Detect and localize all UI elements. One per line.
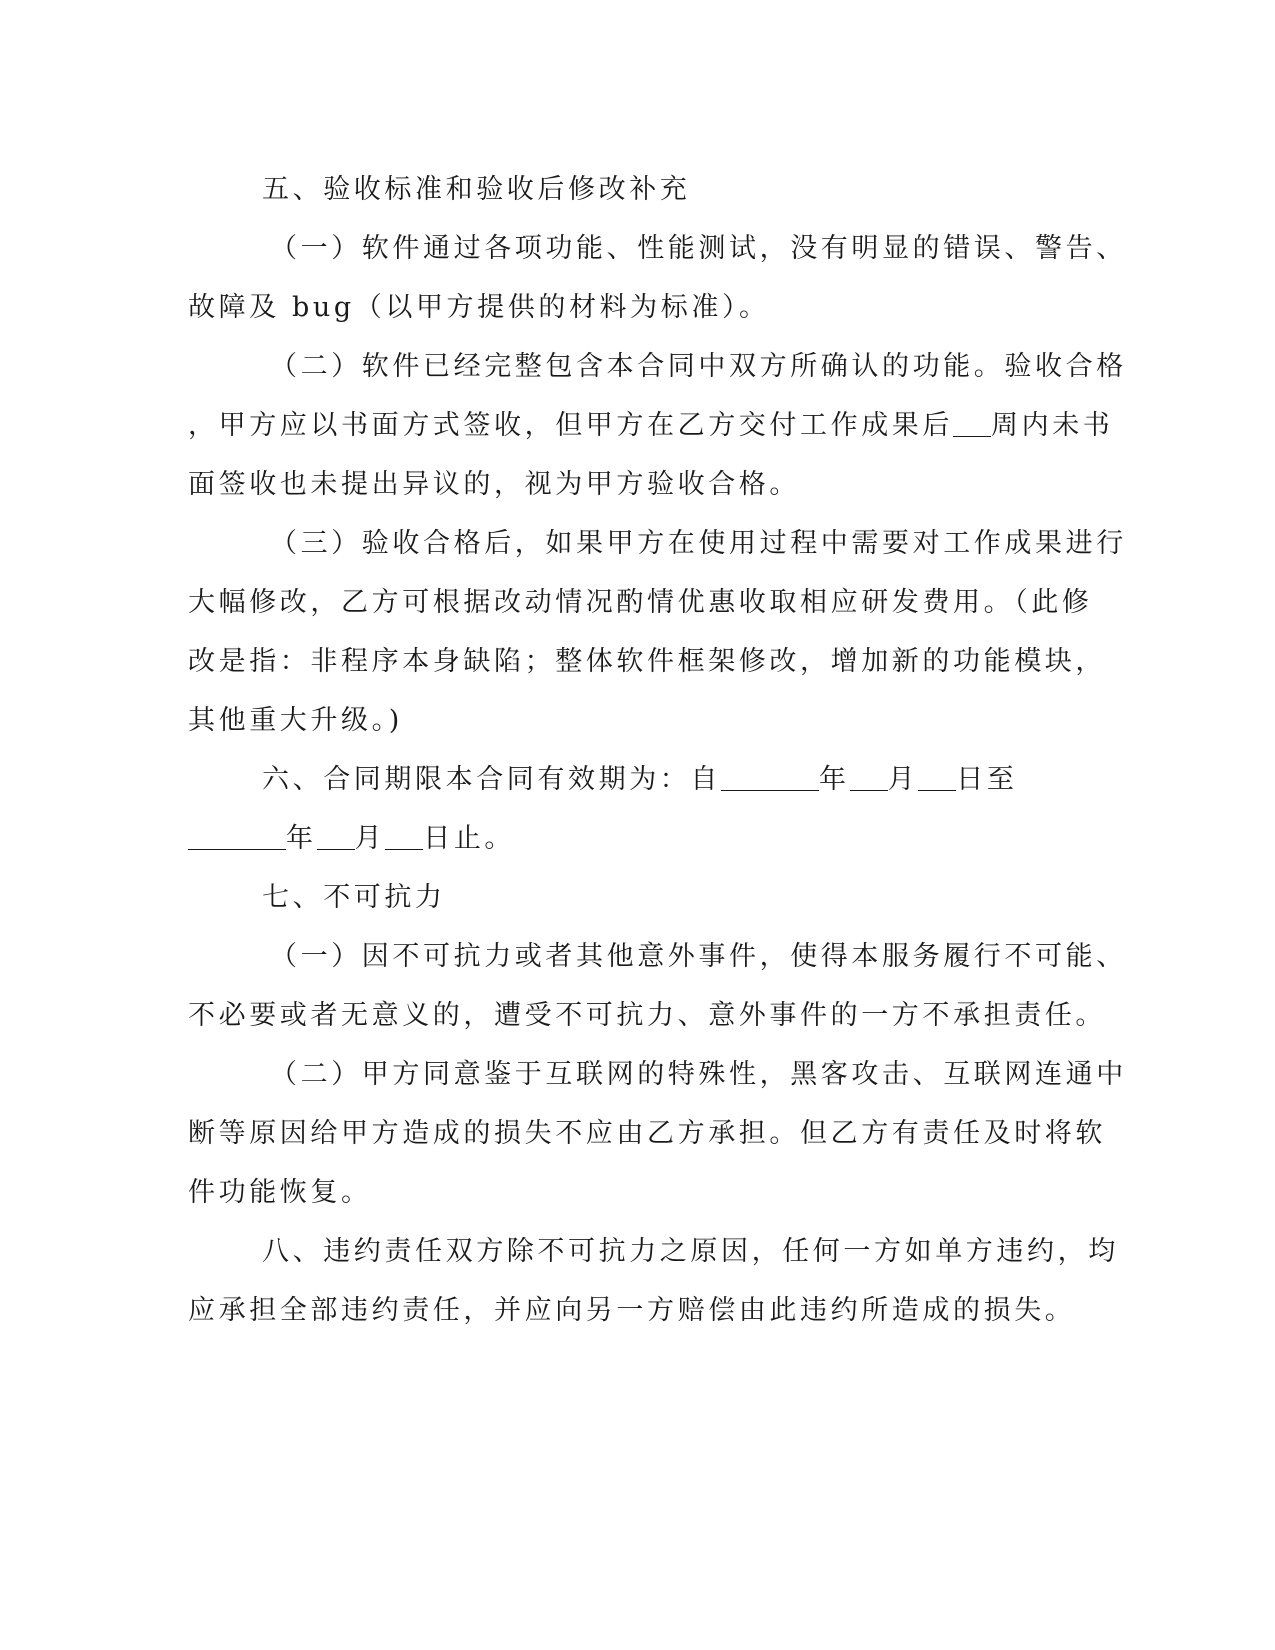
- start-month-blank: [850, 764, 888, 791]
- section7-item2-line3: 件功能恢复。: [188, 1177, 372, 1208]
- section6-line1: [188, 750, 1064, 809]
- start-month-label: 月: [887, 764, 919, 795]
- section5-item3-line1: （三）验收合格后，如果甲方在使用过程中需要对工作成果进行: [270, 528, 1127, 559]
- section7-item1-line2: 不必要或者无意义的，遭受不可抗力、意外事件的一方不承担责任。: [188, 1000, 1106, 1031]
- section6-line2: [188, 809, 1064, 868]
- start-year-blank: [721, 764, 819, 791]
- start-day-blank: [918, 764, 956, 791]
- section5-item1-line2: 故障及 bug（以甲方提供的材料为标准）。: [188, 292, 770, 323]
- section5-item2-line2: [188, 396, 1114, 455]
- end-month-blank: [317, 823, 355, 850]
- section7-item2-line1: （二）甲方同意鉴于互联网的特殊性，黑客攻击、互联网连通中: [270, 1059, 1127, 1090]
- start-day-label: 日至: [956, 764, 1018, 795]
- section8-line2: 应承担全部违约责任，并应向另一方赔偿由此违约所造成的损失。: [188, 1295, 1076, 1326]
- weeks-blank: [953, 410, 991, 437]
- section5-item3-line4: 其他重大升级。): [188, 705, 403, 736]
- section5-item2-line2-before: ，甲方应以书面方式签收，但甲方在乙方交付工作成果后: [188, 410, 953, 441]
- end-year-blank: [188, 823, 286, 850]
- section5-heading: 五、验收标准和验收后修改补充: [262, 174, 691, 205]
- section5-item1-line1: （一）软件通过各项功能、性能测试，没有明显的错误、警告、: [270, 233, 1127, 264]
- section6-prefix: 六、合同期限本合同有效期为：自: [262, 764, 721, 795]
- section5-item2-line1: （二）软件已经完整包含本合同中双方所确认的功能。验收合格: [270, 351, 1127, 382]
- document-body: [188, 160, 1127, 1340]
- end-year-label: 年: [286, 823, 317, 854]
- section5-item3-line3: 改是指：非程序本身缺陷；整体软件框架修改，增加新的功能模块，: [188, 646, 1106, 677]
- end-month-label: 月: [354, 823, 386, 854]
- section5-item2-line2-after: 周内未书: [991, 410, 1114, 441]
- section5-item3-line2: 大幅修改，乙方可根据改动情况酌情优惠收取相应研发费用。（此修: [188, 587, 1093, 618]
- section7-heading: 七、不可抗力: [262, 882, 446, 913]
- section8-line1: 八、违约责任双方除不可抗力之原因，任何一方如单方违约，均: [262, 1236, 1119, 1267]
- end-day-label: 日止。: [423, 823, 516, 854]
- start-year-label: 年: [819, 764, 850, 795]
- section5-item2-line3: 面签收也未提出异议的，视为甲方验收合格。: [188, 469, 800, 500]
- section7-item2-line2: 断等原因给甲方造成的损失不应由乙方承担。但乙方有责任及时将软: [188, 1118, 1106, 1149]
- end-day-blank: [385, 823, 423, 850]
- section7-item1-line1: （一）因不可抗力或者其他意外事件，使得本服务履行不可能、: [270, 941, 1127, 972]
